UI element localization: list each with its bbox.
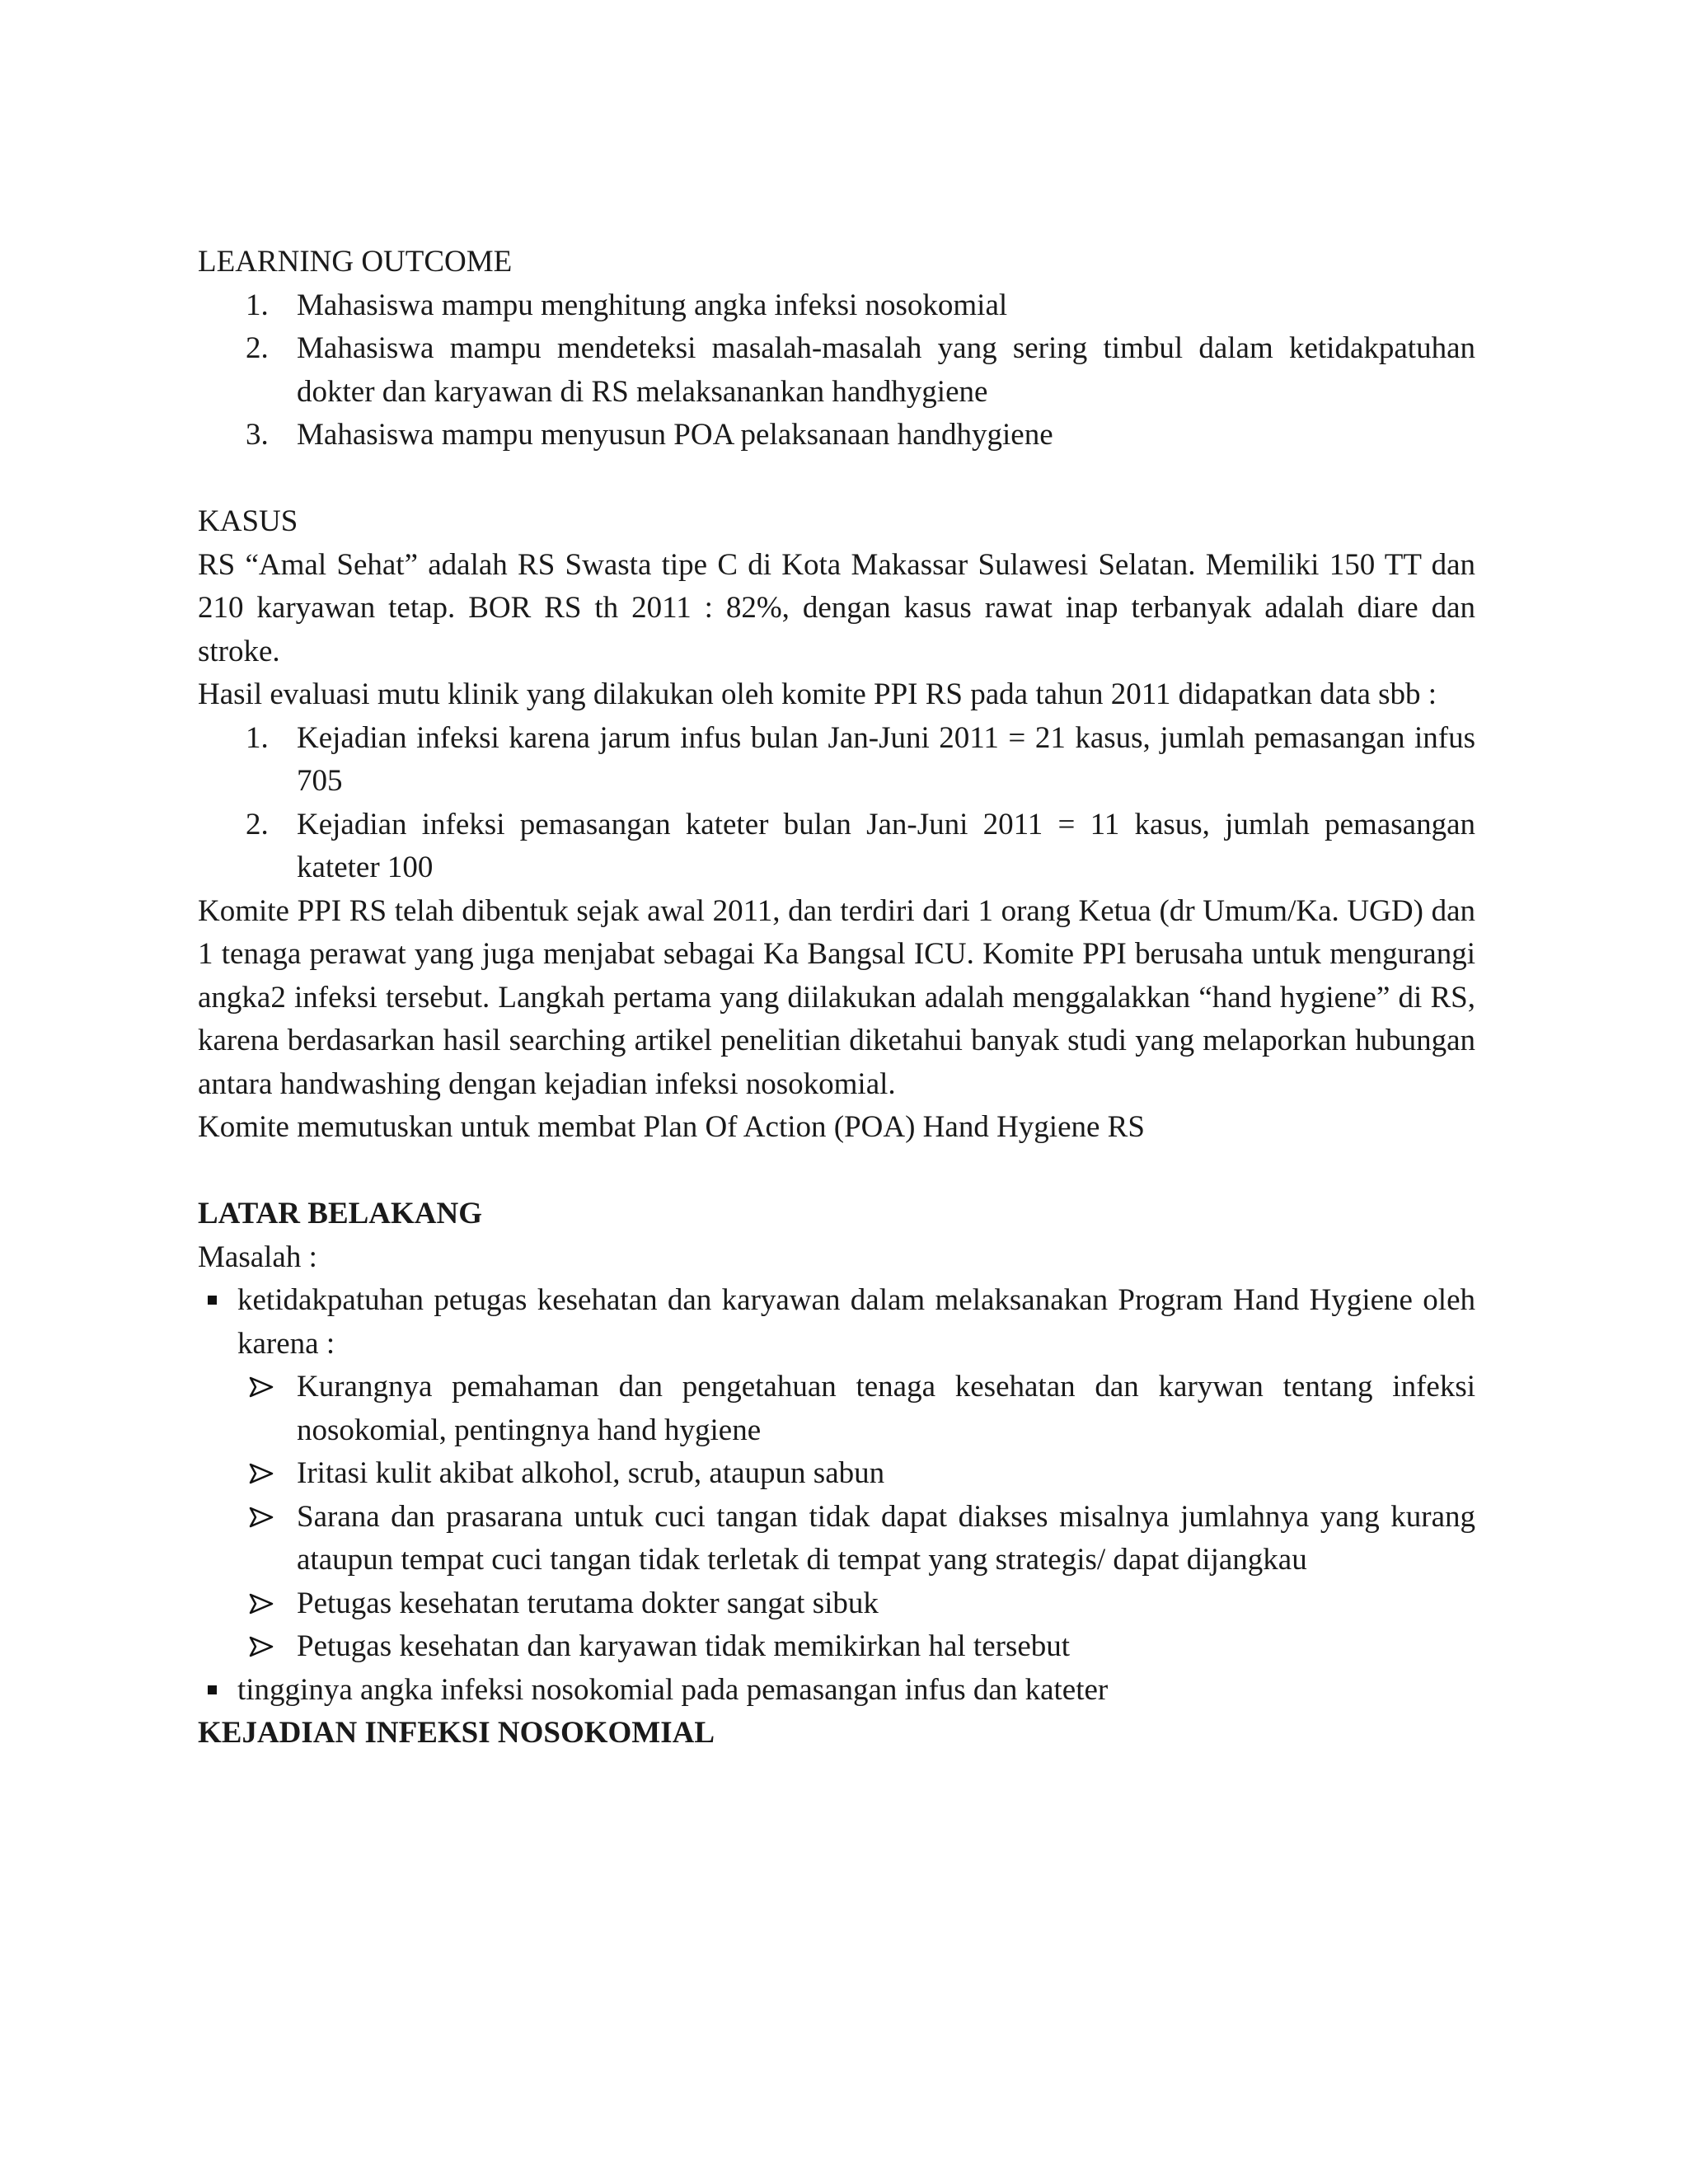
sublist-item-text: Petugas kesehatan dan karyawan tidak memikirkan hal tersebut	[297, 1629, 1071, 1663]
masalah-label: Masalah :	[198, 1240, 317, 1274]
sublist-item	[198, 1582, 1475, 1626]
arrowhead-icon	[249, 1376, 274, 1398]
list-number: 1.	[246, 288, 269, 322]
reason-sublist	[198, 1366, 1475, 1669]
list-item-text: Mahasiswa mampu mendeteksi masalah-masalah yang sering timbul dalam ketidakpatuhan dokter dan karyawan di RS melaksanankan handhygiene	[297, 331, 1475, 409]
sublist-item	[198, 1496, 1475, 1582]
kasus-data-list	[198, 717, 1475, 890]
kasus-paragraph-4: Komite memutuskan untuk membat Plan Of Action (POA) Hand Hygiene RS	[198, 1110, 1145, 1144]
list-item-text: Mahasiswa mampu menghitung angka infeksi nosokomial	[297, 288, 1008, 322]
kasus-paragraph-3: Komite PPI RS telah dibentuk sejak awal 2011, dan terdiri dari 1 orang Ketua (dr Umum/Ka. UGD) dan 1 tenaga perawat yang juga menjabat sebagai Ka Bangsal ICU. Komite PPI berusaha untuk mengurangi angka2 infeksi tersebut. Langkah pertama yang diilakukan adalah menggalakkan “hand hygiene” di RS, karena berdasarkan hasil searching artikel penelitian diketahui banyak studi yang melaporkan hubungan antara handwashing dengan kejadian infeksi nosokomial.	[198, 893, 1475, 1101]
list-number: 1.	[246, 720, 269, 755]
arrowhead-icon	[249, 1507, 274, 1528]
list-item-text: Mahasiswa mampu menyusun POA pelaksanaan handhygiene	[297, 418, 1053, 452]
sublist-item-text: Iritasi kulit akibat alkohol, scrub, ataupun sabun	[297, 1456, 885, 1490]
arrowhead-icon	[249, 1463, 274, 1484]
sublist-item	[198, 1625, 1475, 1669]
list-item-text: ketidakpatuhan petugas kesehatan dan karyawan dalam melaksanakan Program Hand Hygiene oleh karena :	[237, 1283, 1475, 1361]
masalah-list	[198, 1279, 1475, 1712]
list-item-text: Kejadian infeksi karena jarum infus bulan Jan-Juni 2011 = 21 kasus, jumlah pemasangan infus 705	[297, 720, 1475, 798]
sublist-item	[198, 1452, 1475, 1496]
list-item	[198, 717, 1475, 804]
list-item	[198, 1669, 1475, 1713]
list-item-text: Kejadian infeksi pemasangan kateter bulan Jan-Juni 2011 = 11 kasus, jumlah pemasangan kateter 100	[297, 807, 1475, 884]
sublist-item-text: Sarana dan prasarana untuk cuci tangan tidak dapat diakses misalnya jumlahnya yang kurang ataupun tempat cuci tangan tidak terletak di tempat yang strategis/ dapat dijangkau	[297, 1499, 1475, 1577]
sublist-item-text: Petugas kesehatan terutama dokter sangat sibuk	[297, 1586, 879, 1620]
list-item	[198, 1279, 1475, 1669]
kasus-heading: KASUS	[198, 504, 298, 538]
learning-outcome-list	[198, 284, 1475, 457]
list-number: 2.	[246, 331, 269, 365]
square-bullet-icon	[208, 1296, 217, 1305]
arrowhead-icon	[249, 1593, 274, 1615]
learning-outcome-heading: LEARNING OUTCOME	[198, 245, 513, 279]
list-item	[198, 414, 1475, 457]
list-item	[198, 284, 1475, 328]
sublist-item	[198, 1366, 1475, 1452]
list-item	[198, 804, 1475, 890]
blank-line	[198, 457, 1475, 501]
kejadian-infeksi-heading: KEJADIAN INFEKSI NOSOKOMIAL	[198, 1716, 715, 1750]
latar-belakang-heading: LATAR BELAKANG	[198, 1197, 483, 1230]
square-bullet-icon	[208, 1685, 217, 1694]
kasus-paragraph-1: RS “Amal Sehat” adalah RS Swasta tipe C di Kota Makassar Sulawesi Selatan. Memiliki 150 TT dan 210 karyawan tetap. BOR RS th 2011 : 82%, dengan kasus rawat inap terbanyak adalah diare dan stroke.	[198, 547, 1475, 668]
sublist-item-text: Kurangnya pemahaman dan pengetahuan tenaga kesehatan dan karywan tentang infeksi nosokomial, pentingnya hand hygiene	[297, 1370, 1475, 1447]
kasus-paragraph-2: Hasil evaluasi mutu klinik yang dilakukan oleh komite PPI RS pada tahun 2011 didapatkan data sbb :	[198, 677, 1437, 711]
list-number: 2.	[246, 807, 269, 841]
document-page	[198, 241, 1475, 1755]
list-item-text: tingginya angka infeksi nosokomial pada pemasangan infus dan kateter	[237, 1672, 1109, 1707]
arrowhead-icon	[249, 1636, 274, 1657]
list-number: 3.	[246, 418, 269, 452]
blank-line	[198, 1150, 1475, 1193]
list-item	[198, 327, 1475, 414]
